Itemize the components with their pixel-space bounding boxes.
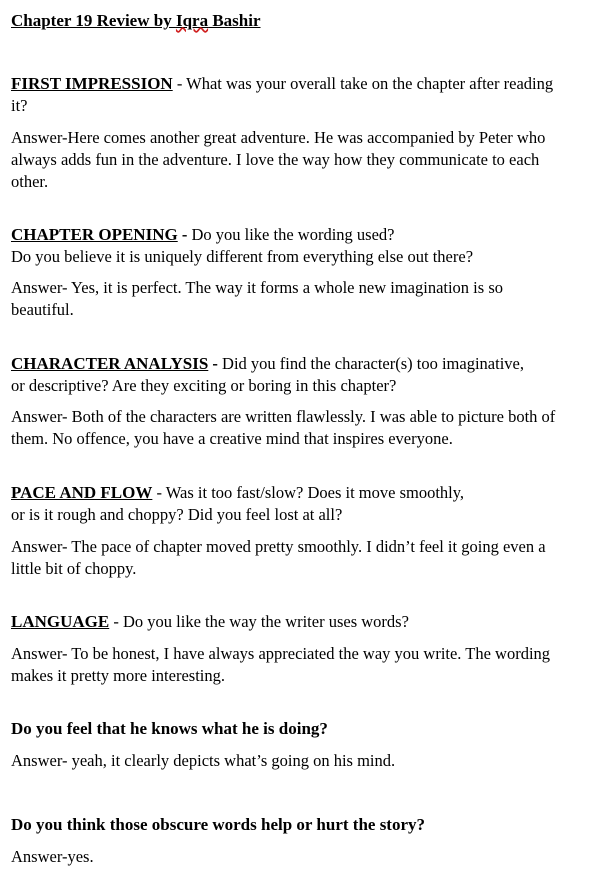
- section-heading: LANGUAGE: [11, 612, 110, 631]
- section-question: [11, 611, 596, 633]
- section-heading: PACE AND FLOW: [11, 483, 153, 502]
- answer-line: beautiful.: [11, 300, 74, 319]
- answer-line: Answer- To be honest, I have always appreciated the way you write. The wording: [11, 644, 551, 663]
- question-line-1: - Was it too fast/slow? Does it move smoothly,: [152, 483, 465, 502]
- answer-line: Answer- Yes, it is perfect. The way it forms a whole new imagination is so: [11, 278, 503, 297]
- section-question: [11, 224, 596, 268]
- answer-text: [11, 643, 596, 687]
- question-line-1: - What was your overall take on the chapter after reading: [172, 74, 554, 93]
- extra-answer-1: [11, 750, 596, 772]
- section-pace-and-flow: [11, 482, 596, 526]
- bold-question: Do you think those obscure words help or hurt the story?: [11, 815, 426, 834]
- section-chapter-opening: [11, 224, 596, 268]
- section-heading: FIRST IMPRESSION: [11, 74, 173, 93]
- section-language-answer: [11, 643, 596, 687]
- answer-line: little bit of choppy.: [11, 559, 137, 578]
- document-title: [11, 9, 596, 33]
- answer-line: Answer- The pace of chapter moved pretty smoothly. I didn’t feel it going even a: [11, 537, 546, 556]
- question-line-1: Did you find the character(s) too imaginative,: [222, 354, 524, 373]
- page-title: [11, 9, 269, 33]
- section-chapter-opening-answer: [11, 277, 596, 321]
- title-author-first: Iqra: [175, 11, 209, 30]
- answer-line: Answer- Both of the characters are written flawlessly. I was able to picture both of: [11, 407, 556, 426]
- section-language: [11, 611, 596, 633]
- section-pace-and-flow-answer: [11, 536, 596, 580]
- question-line-1: Do you like the wording used?: [191, 225, 395, 244]
- answer-line: Answer-Here comes another great adventure. He was accompanied by Peter who: [11, 128, 546, 147]
- extra-question-2: [11, 814, 596, 836]
- section-heading: CHAPTER OPENING: [11, 225, 178, 244]
- answer-line: makes it pretty more interesting.: [11, 666, 225, 685]
- answer-line: them. No offence, you have a creative mind that inspires everyone.: [11, 429, 453, 448]
- section-question: [11, 482, 596, 526]
- answer-text: [11, 277, 596, 321]
- section-first-impression: [11, 73, 596, 117]
- bold-question: Do you feel that he knows what he is doing?: [11, 719, 328, 738]
- section-first-impression-answer: [11, 127, 596, 193]
- extra-answer-2: [11, 846, 596, 868]
- answer-text: Answer- yeah, it clearly depicts what’s going on his mind.: [11, 751, 396, 770]
- section-question: [11, 353, 596, 397]
- section-character-analysis: [11, 353, 596, 397]
- answer-text: [11, 406, 596, 450]
- title-author-last: Bashir: [208, 11, 261, 30]
- question-line-2: Do you believe it is uniquely different from everything else out there?: [11, 247, 474, 266]
- answer-line: other.: [11, 172, 49, 191]
- section-character-analysis-answer: [11, 406, 596, 450]
- answer-text: [11, 127, 596, 193]
- question-line-1: - Do you like the way the writer uses words?: [109, 612, 409, 631]
- question-line-2: or is it rough and choppy? Did you feel lost at all?: [11, 505, 343, 524]
- heading-dash: -: [177, 225, 192, 244]
- answer-line: always adds fun in the adventure. I love the way how they communicate to each: [11, 150, 540, 169]
- extra-question-1: [11, 718, 596, 740]
- answer-text: Answer-yes.: [11, 847, 94, 866]
- question-line-2: or descriptive? Are they exciting or boring in this chapter?: [11, 376, 397, 395]
- section-question: [11, 73, 596, 117]
- heading-dash: -: [208, 354, 223, 373]
- title-prefix: Chapter 19 Review by: [11, 11, 176, 30]
- question-line-2: it?: [11, 96, 28, 115]
- section-heading: CHARACTER ANALYSIS: [11, 354, 209, 373]
- answer-text: [11, 536, 596, 580]
